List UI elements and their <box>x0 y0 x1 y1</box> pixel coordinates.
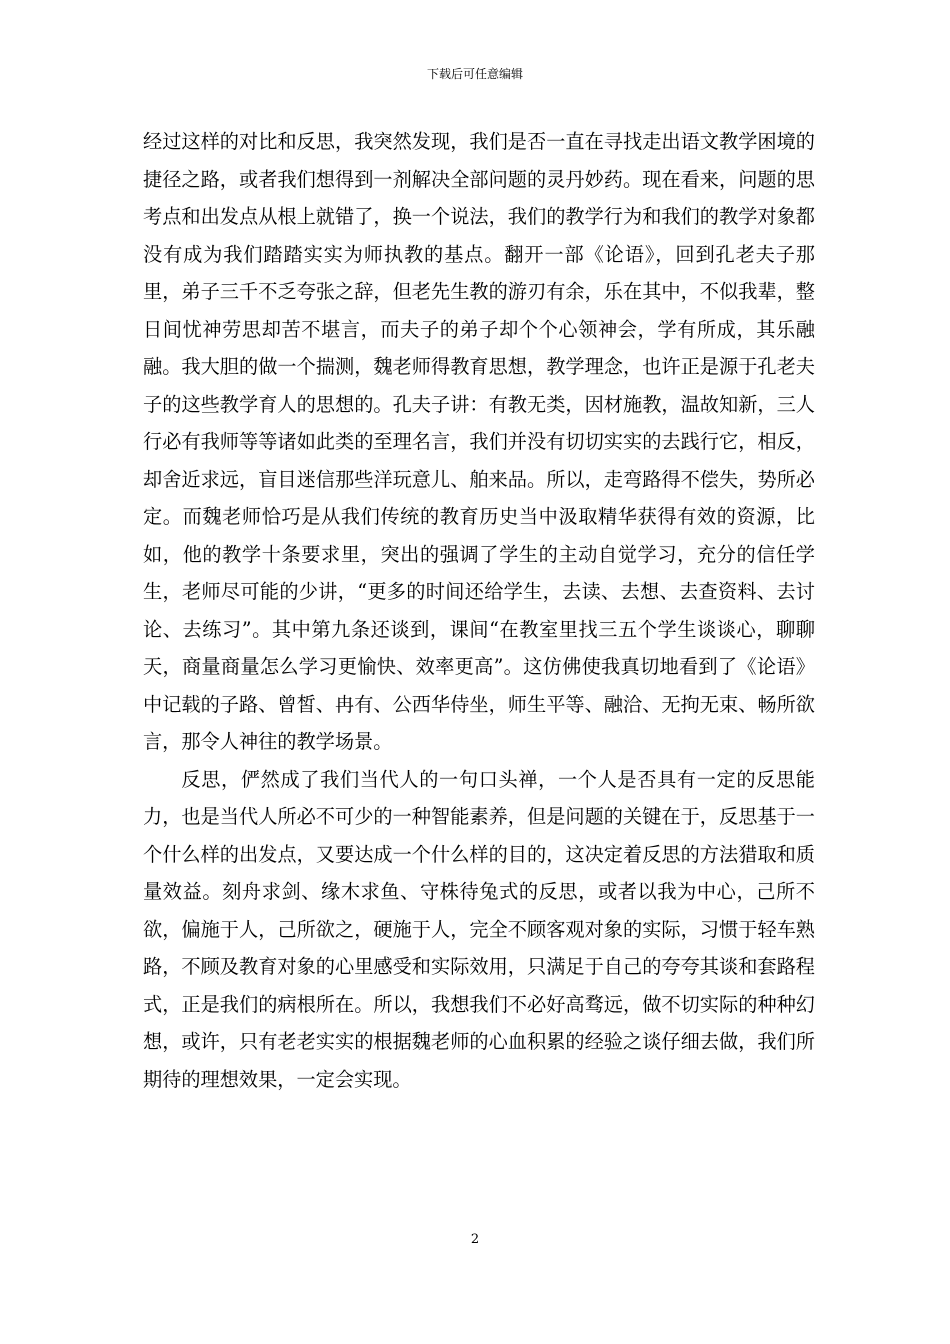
page-number: 2 <box>470 1232 480 1247</box>
document-body <box>143 123 815 1098</box>
paragraph-1: 经过这样的对比和反思，我突然发现，我们是否一直在寻找走出语文教学困境的捷径之路，或者我们想得到一剂解决全部问题的灵丹妙药。现在看来，问题的思考点和出发点从根上就错了，换一个说法，我们的教学行为和我们的教学对象都没有成为我们踏踏实实为师执教的基点。翻开一部《论语》，回到孔老夫子那里，弟子三千不乏夸张之辞，但老先生教的游刃有余，乐在其中，不似我辈，整日间忧神劳思却苦不堪言，而夫子的弟子却个个心领神会，学有所成，其乐融融。我大胆的做一个揣测，魏老师得教育思想，教学理念，也许正是源于孔老夫子的这些教学育人的思想的。孔夫子讲：有教无类，因材施教，温故知新，三人行必有我师等等诸如此类的至理名言，我们并没有切切实实的去践行它，相反，却舍近求远，盲目迷信那些洋玩意儿、舶来品。所以，走弯路得不偿失，势所必定。而魏老师恰巧是从我们传统的教育历史当中汲取精华获得有效的资源，比如，他的教学十条要求里，突出的强调了学生的主动自觉学习，充分的信任学生，老师尽可能的少讲，“更多的时间还给学生，去读、去想、去查资料、去讨论、去练习”。其中第九条还谈到，课间“在教室里找三五个学生谈谈心，聊聊天，商量商量怎么学习更愉快、效率更高”。这仿佛使我真切地看到了《论语》中记载的子路、曾皙、冉有、公西华侍坐，师生平等、融洽、无拘无束、畅所欲言，那令人神往的教学场景。 <box>143 130 815 753</box>
page-header: 下载后可任意编辑 <box>426 67 523 81</box>
paragraph-2: 反思，俨然成了我们当代人的一句口头禅，一个人是否具有一定的反思能力，也是当代人所必不可少的一种智能素养，但是问题的关键在于，反思基于一个什么样的出发点，又要达成一个什么样的目的，这决定着反思的方法猎取和质量效益。刻舟求剑、缘木求鱼、守株待兔式的反思，或者以我为中心，己所不欲，偏施于人，己所欲之，硬施于人，完全不顾客观对象的实际，习惯于轻车熟路，不顾及教育对象的心里感受和实际效用，只满足于自己的夸夸其谈和套路程式，正是我们的病根所在。所以，我想我们不必好高骛远，做不切实际的种种幻想，或许，只有老老实实的根据魏老师的心血积累的经验之谈仔细去做，我们所期待的理想效果，一定会实现。 <box>143 767 815 1091</box>
